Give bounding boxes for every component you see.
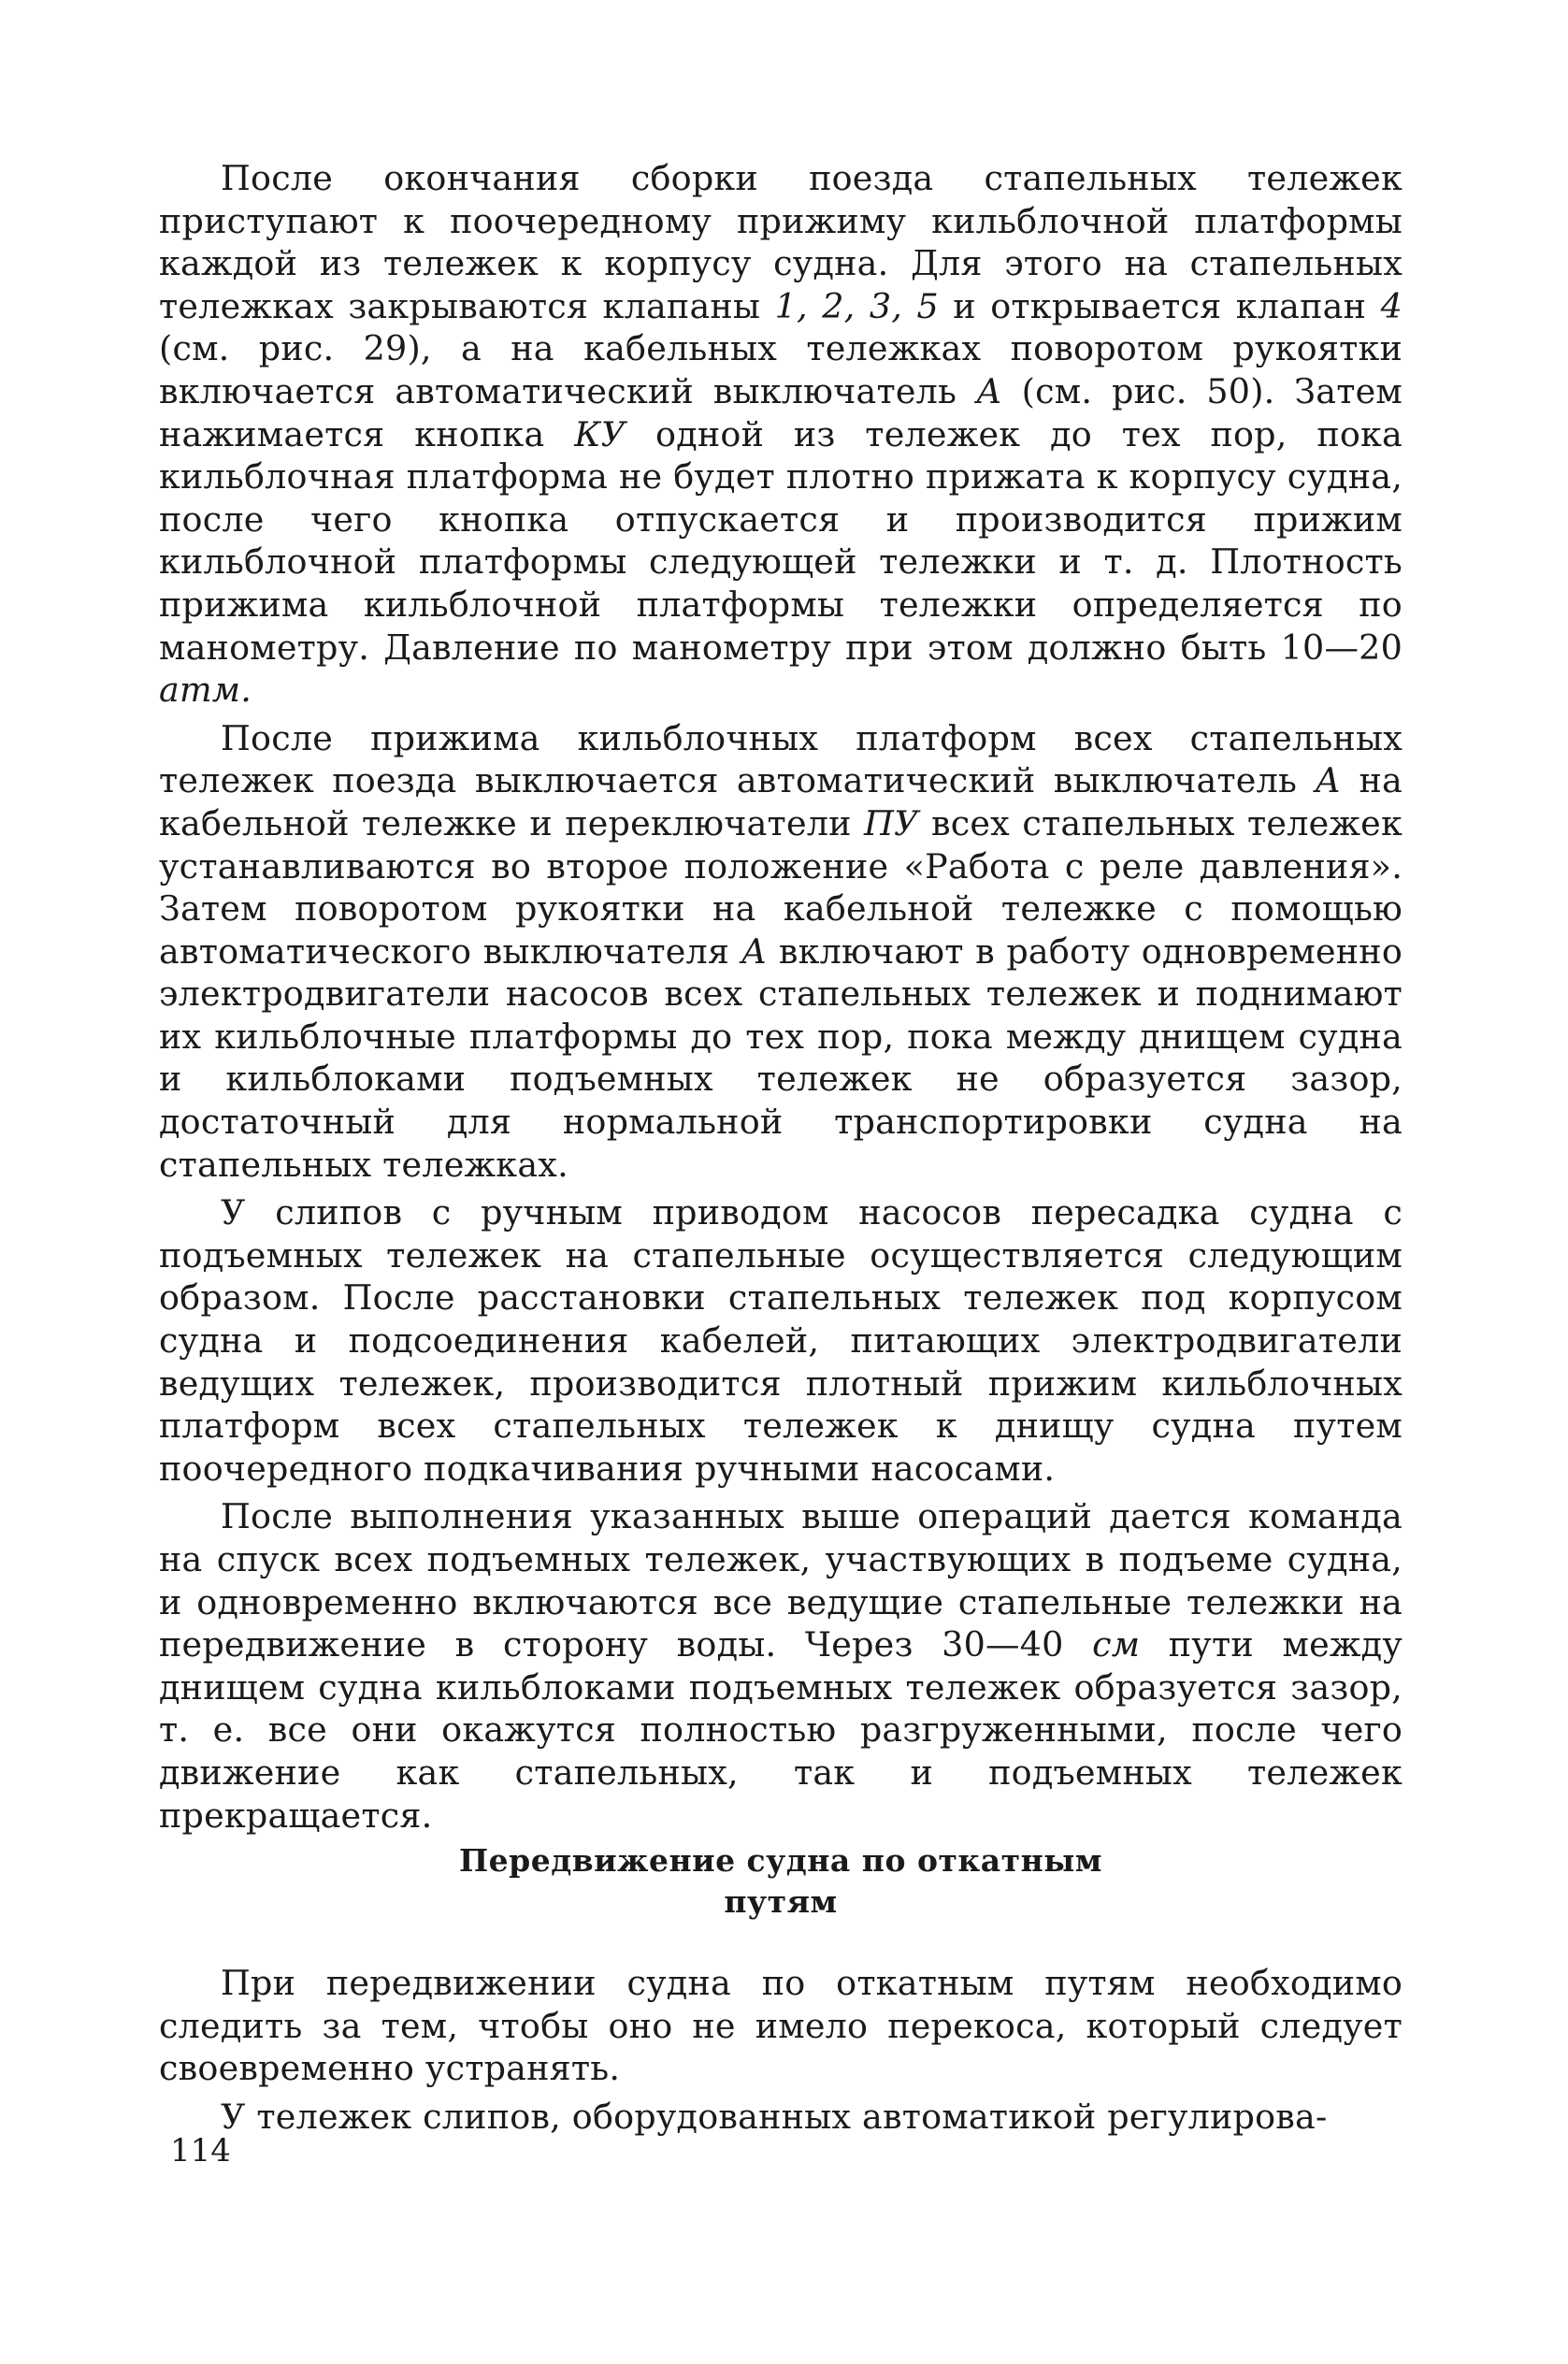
section-heading-line1: Передвижение судна по откатным — [459, 1842, 1102, 1879]
paragraph-2: После прижима кильблочных платформ всех стапельных тележек поезда выключается автоматический выключатель А на кабельной тележке и переключатели ПУ всех стапельных тележек устанавливаются во второе положение «Работа с реле давления». Затем поворотом рукоятки на кабельной тележке с помощью автоматического выключателя А включают в работу одновременно электродвигатели насосов всех стапельных тележек и поднимают их кильблочные платформы до тех пор, пока между днищем судна и кильблоками подъемных тележек не образуется зазор, достаточный для нормальной транспортировки судна на стапельных тележках. — [159, 717, 1403, 1185]
section-heading — [159, 1840, 1403, 1923]
section-body-top — [159, 157, 1403, 1837]
paragraph-1: После окончания сборки поезда стапельных тележек приступают к поочередному прижиму кильблочной платформы каждой из тележек к корпусу судна. Для этого на стапельных тележках закрываются клапаны 1, 2, 3, 5 и открывается клапан 4 (см. рис. 29), а на кабельных тележках поворотом рукоятки включается автоматический выключатель А (см. рис. 50). Затем нажимается кнопка КУ одной из тележек до тех пор, пока кильблочная платформа не будет плотно прижата к корпусу судна, после чего кнопка отпускается и производится прижим кильблочной платформы следующей тележки и т. д. Плотность прижима кильблочной платформы тележки определяется по манометру. Давление по манометру при этом должно быть 10—20 атм. — [159, 158, 1403, 711]
section-heading-line2: путям — [724, 1883, 838, 1920]
paragraph-3: У слипов с ручным приводом насосов пересадка судна с подъемных тележек на стапельные осуществляется следующим образом. После расстановки стапельных тележек под корпусом судна и подсоединения кабелей, питающих электродвигатели ведущих тележек, производится плотный прижим кильблочных платформ всех стапельных тележек к днищу судна путем поочередного подкачивания ручными насосами. — [159, 1192, 1403, 1489]
paragraph-4: После выполнения указанных выше операций дается команда на спуск всех подъемных тележек, участвующих в подъеме судна, и одновременно включаются все ведущие стапельные тележки на передвижение в сторону воды. Через 30—40 см пути между днищем судна кильблоками подъемных тележек образуется зазор, т. е. все они окажутся полностью разгруженными, после чего движение как стапельных, так и подъемных тележек прекращается. — [159, 1496, 1403, 1836]
page-number: 114 — [170, 2132, 231, 2169]
section-body-bottom — [159, 1962, 1403, 2138]
paragraph-6: У тележек слипов, оборудованных автоматикой регулирова- — [221, 2096, 1328, 2137]
paragraph-5: При передвижении судна по откатным путям необходимо следить за тем, чтобы оно не имело перекоса, который следует своевременно устранять. — [159, 1963, 1403, 2089]
